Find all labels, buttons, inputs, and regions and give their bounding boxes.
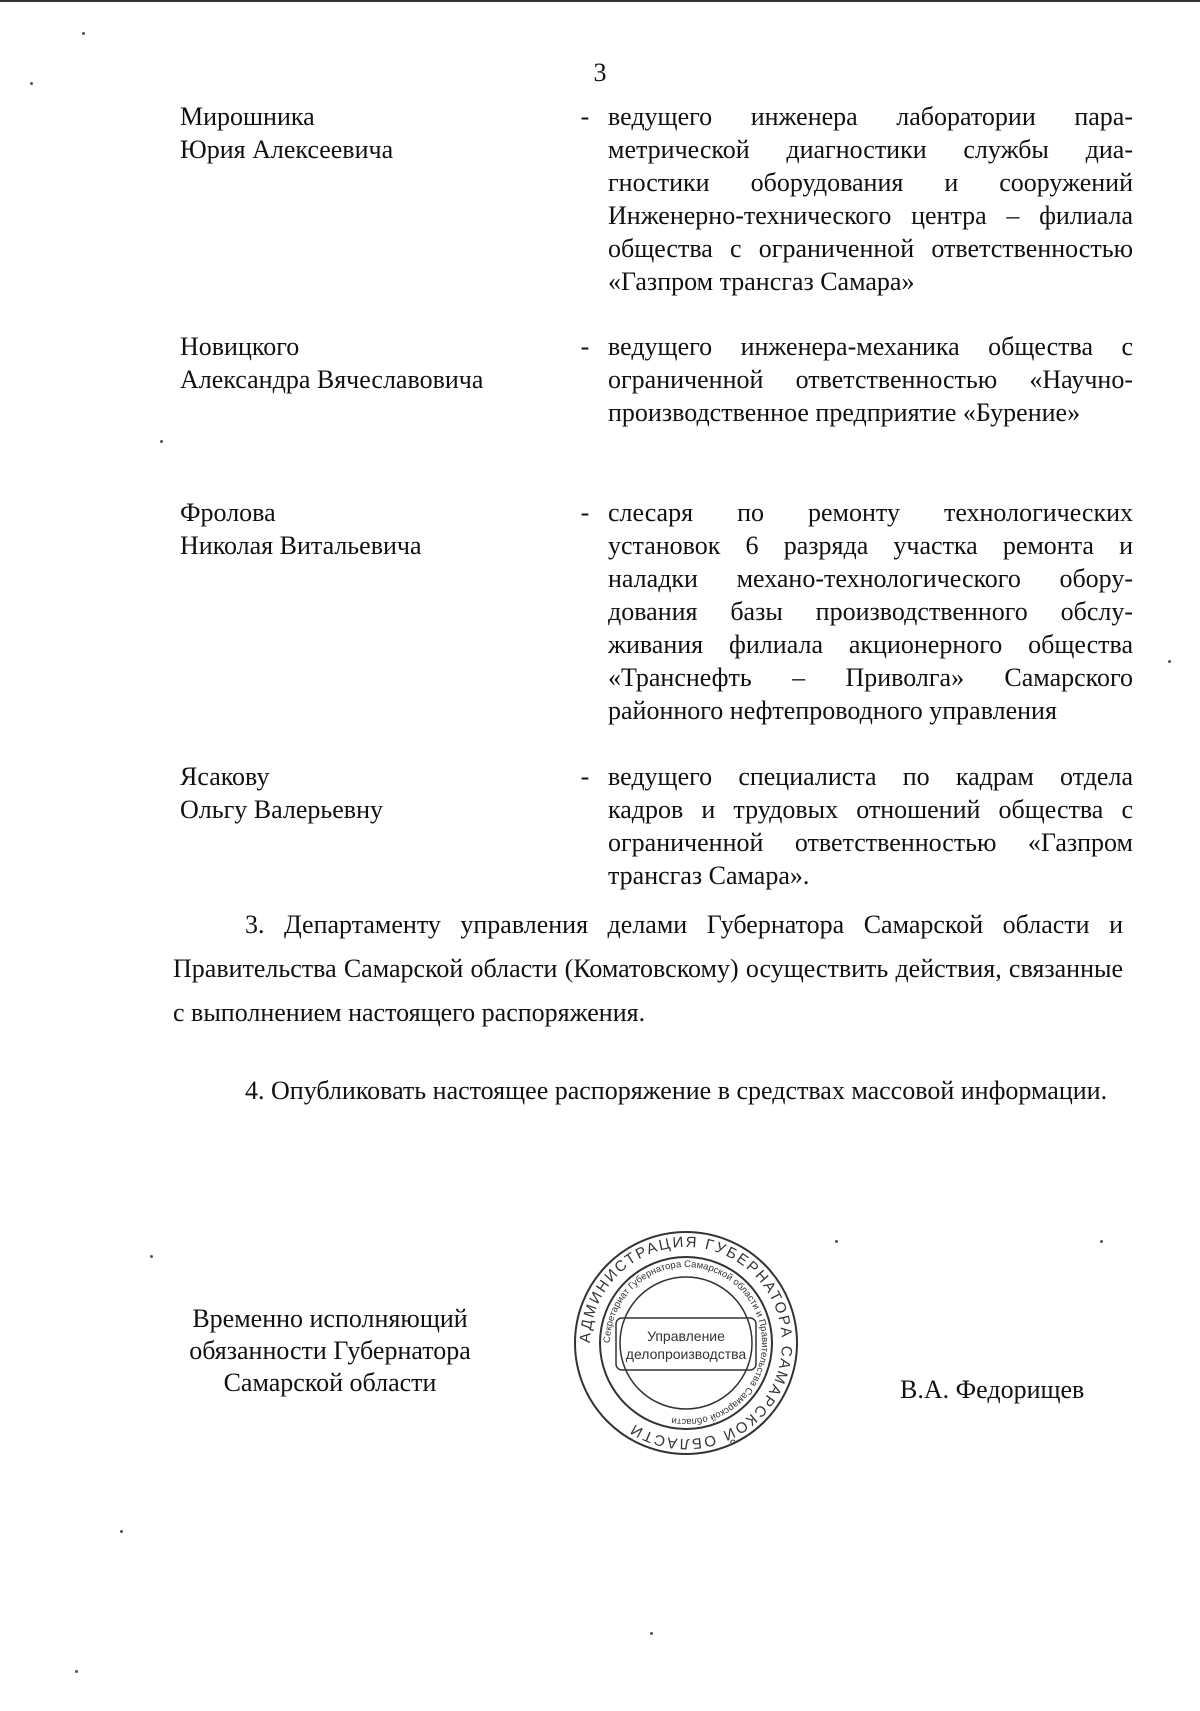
stamp-outer-text: АДМИНИСТРАЦИЯ ГУБЕРНАТОРА САМАРСКОЙ ОБЛАСТИ <box>576 1233 796 1453</box>
scan-speck <box>82 32 85 35</box>
stamp-inner-text: Секретариат Губернатора Самарской области и Правительства Самарской области <box>601 1258 771 1428</box>
scan-speck <box>835 1240 838 1243</box>
entry-dash: - <box>580 332 590 361</box>
appointee-name <box>180 330 560 396</box>
scan-speck <box>160 440 163 443</box>
appointee-position: ведущего специалиста по кадрам отдела кадров и трудовых отношений общества с ограниченной ответственностью «Газпром трансгаз Самара». <box>608 762 1133 890</box>
appointee-position: ведущего инженера-механика общества с ограниченной ответственностью «Научно-производственное предприятие «Бурение» <box>608 332 1133 427</box>
appointee-surname: Новицкого <box>180 332 300 361</box>
scan-speck <box>75 1670 78 1673</box>
stamp-center-box <box>616 1318 756 1370</box>
appointee-position: ведущего инженера лаборатории параметрической диагностики службы диагностики оборудования и сооружений Инженерно-технического центра – филиала общества с ограниченной ответственностью «Газпром трансгаз Самара» <box>608 102 1133 296</box>
entry-dash: - <box>580 762 590 791</box>
appointee-surname: Ясакову <box>180 762 270 791</box>
signer-title-line: Временно исполняющий <box>192 1304 468 1333</box>
scan-speck <box>1168 660 1171 663</box>
appointee-given-names: Александра Вячеславовича <box>180 365 484 394</box>
appointee-given-names: Юрия Алексеевича <box>180 135 394 164</box>
appointee-position: слесаря по ремонту технологических установок 6 разряда участка ремонта и наладки механо-технологического оборудования базы производственного обслуживания филиала акционерного общества «Транснефть – Приволга» Самарского районного нефтепроводного управления <box>608 498 1133 725</box>
paragraph-3: 3. Департаменту управления делами Губернатора Самарской области и Правительства Самарской области (Коматовскому) осуществить действия, связанные с выполнением настоящего распоряжения. <box>173 910 1123 1027</box>
scan-top-edge <box>0 0 1200 2</box>
scan-speck <box>1100 1240 1103 1243</box>
appointee-name <box>180 760 560 826</box>
signer-title-line: Самарской области <box>223 1368 437 1397</box>
stamp-center-line: делопроизводства <box>625 1346 747 1362</box>
appointee-given-names: Ольгу Валерьевну <box>180 795 383 824</box>
entry-dash: - <box>580 102 590 131</box>
appointee-surname: Фролова <box>180 498 276 527</box>
stamp-center-line: Управление <box>647 1328 725 1344</box>
appointee-given-names: Николая Витальевича <box>180 531 422 560</box>
paragraph-4: 4. Опубликовать настоящее распоряжение в средствах массовой информации. <box>245 1076 1108 1105</box>
entry-dash: - <box>580 498 590 527</box>
appointee-surname: Мирошника <box>180 102 315 131</box>
scan-speck <box>30 82 33 85</box>
signer-title-line: обязанности Губернатора <box>189 1336 471 1365</box>
scan-speck <box>120 1530 123 1533</box>
appointee-name <box>180 100 560 166</box>
scan-speck <box>150 1255 153 1258</box>
signer-name: В.А. Федорищев <box>900 1375 1085 1404</box>
appointee-name <box>180 496 560 562</box>
page-number: 3 <box>593 58 607 87</box>
signer-title <box>165 1303 495 1399</box>
official-stamp <box>571 1228 801 1458</box>
scan-speck <box>650 1632 653 1635</box>
